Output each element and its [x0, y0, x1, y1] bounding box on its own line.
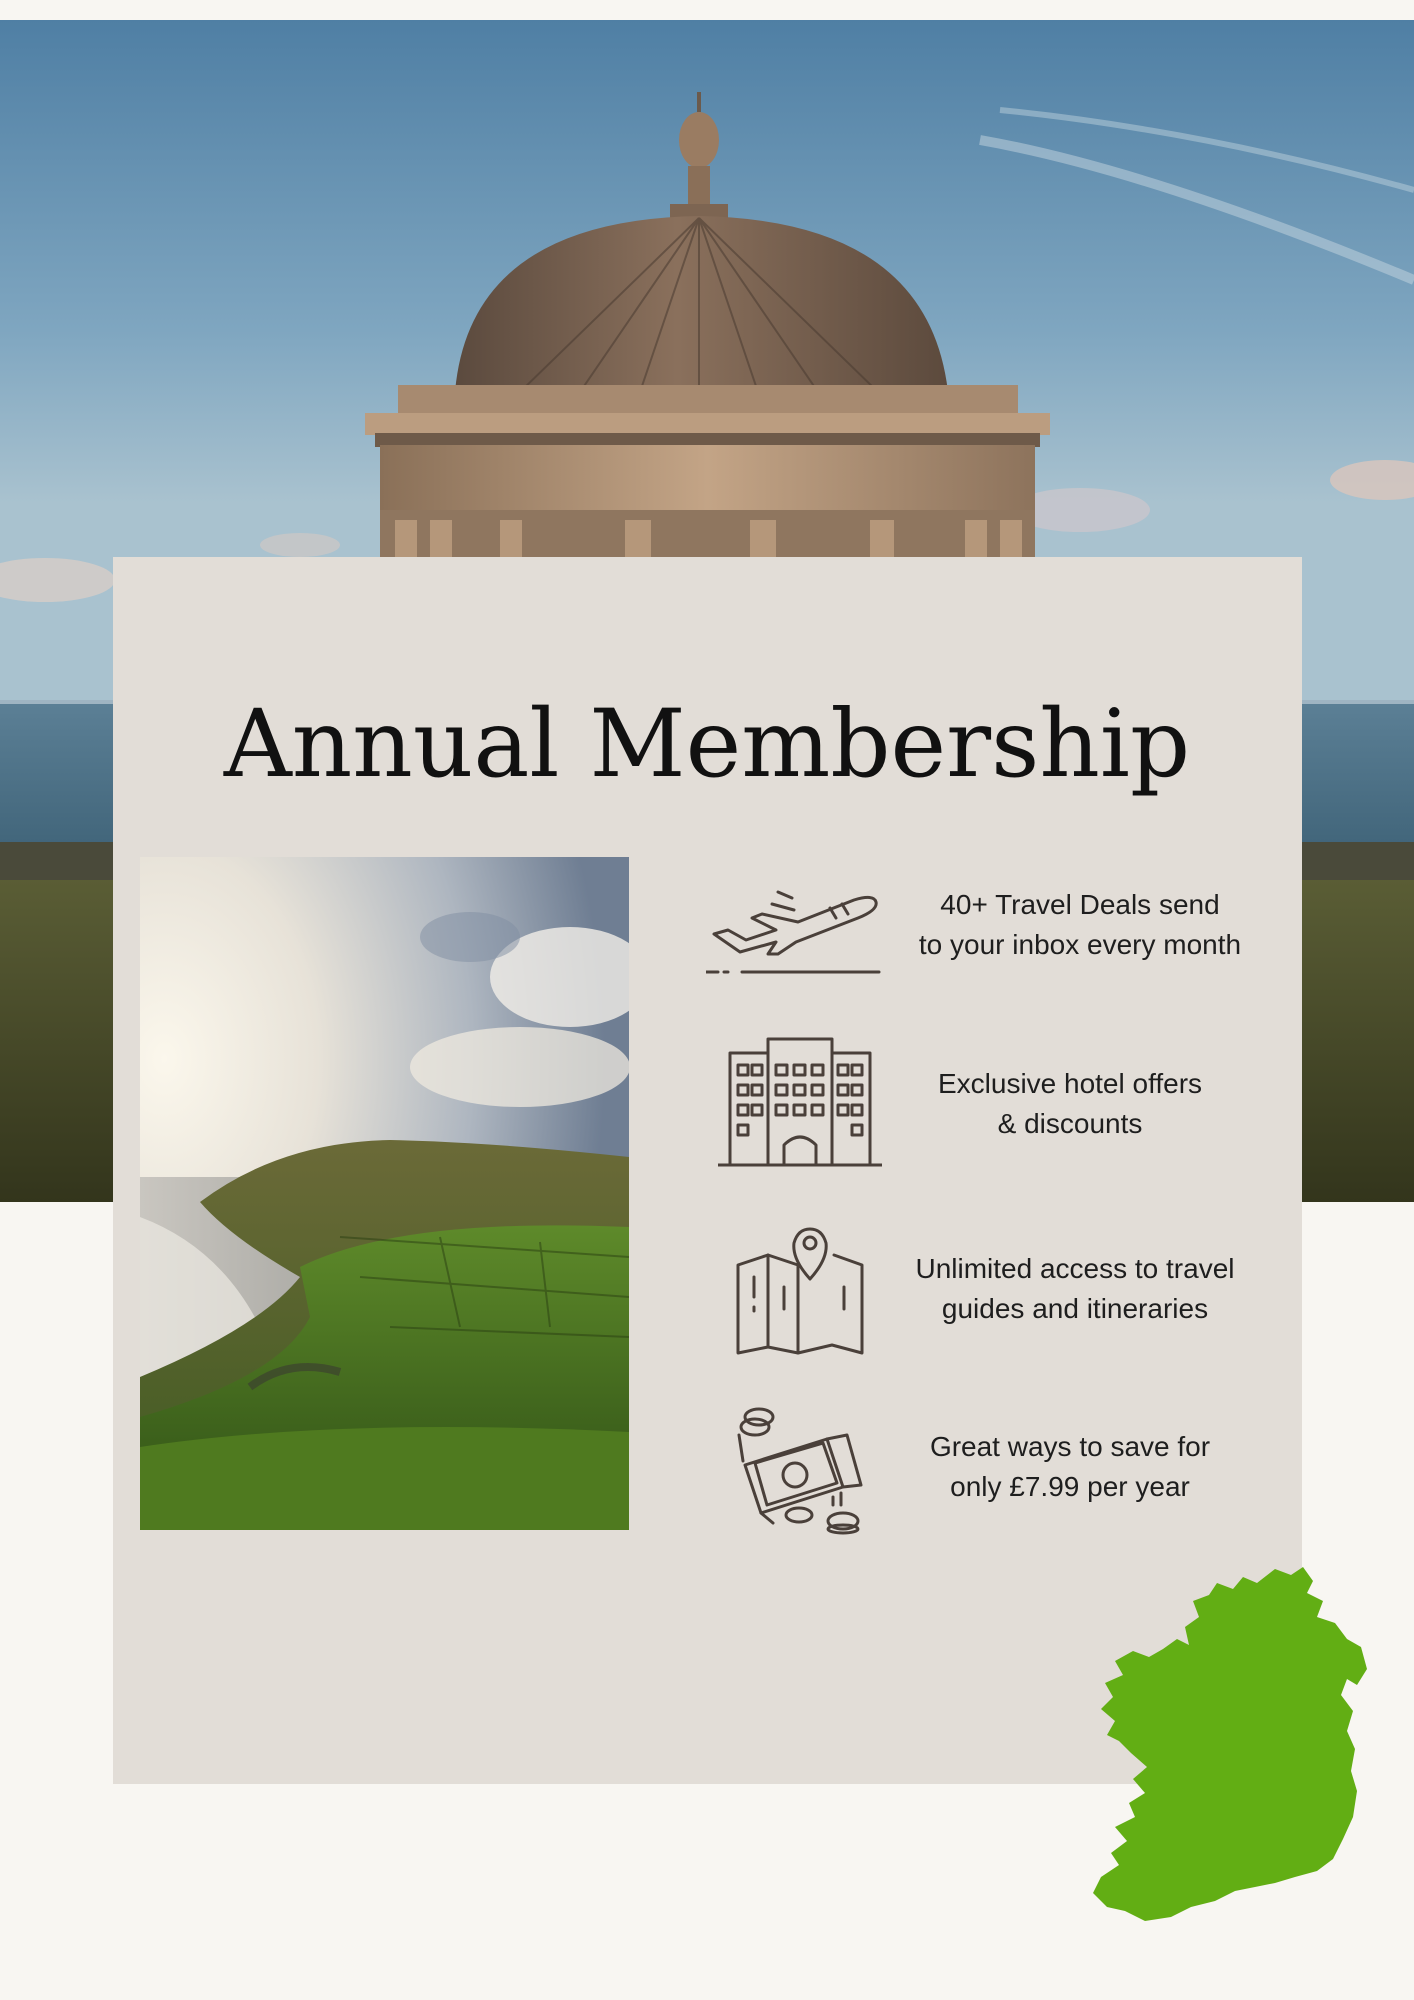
money-coins-icon: [733, 1405, 867, 1535]
hotel-building-icon: [718, 1035, 882, 1170]
airplane-icon: [706, 872, 882, 982]
page-title: Annual Membership: [223, 690, 1191, 799]
feature-line: Exclusive hotel offers: [937, 1068, 1203, 1099]
feature-line: only £7.99 per year: [950, 1471, 1190, 1502]
feature-line: Great ways to save for: [929, 1431, 1211, 1462]
feature-line: to your inbox every month: [918, 929, 1242, 960]
map-pin-icon: [734, 1225, 866, 1355]
feature-line: & discounts: [997, 1108, 1143, 1139]
feature-line: 40+ Travel Deals send: [940, 889, 1220, 920]
feature-line: Unlimited access to travel: [915, 1253, 1235, 1284]
feature-line: guides and itineraries: [941, 1293, 1209, 1324]
coast-photo: [140, 857, 629, 1530]
ireland-map-icon: [1085, 1565, 1375, 1925]
